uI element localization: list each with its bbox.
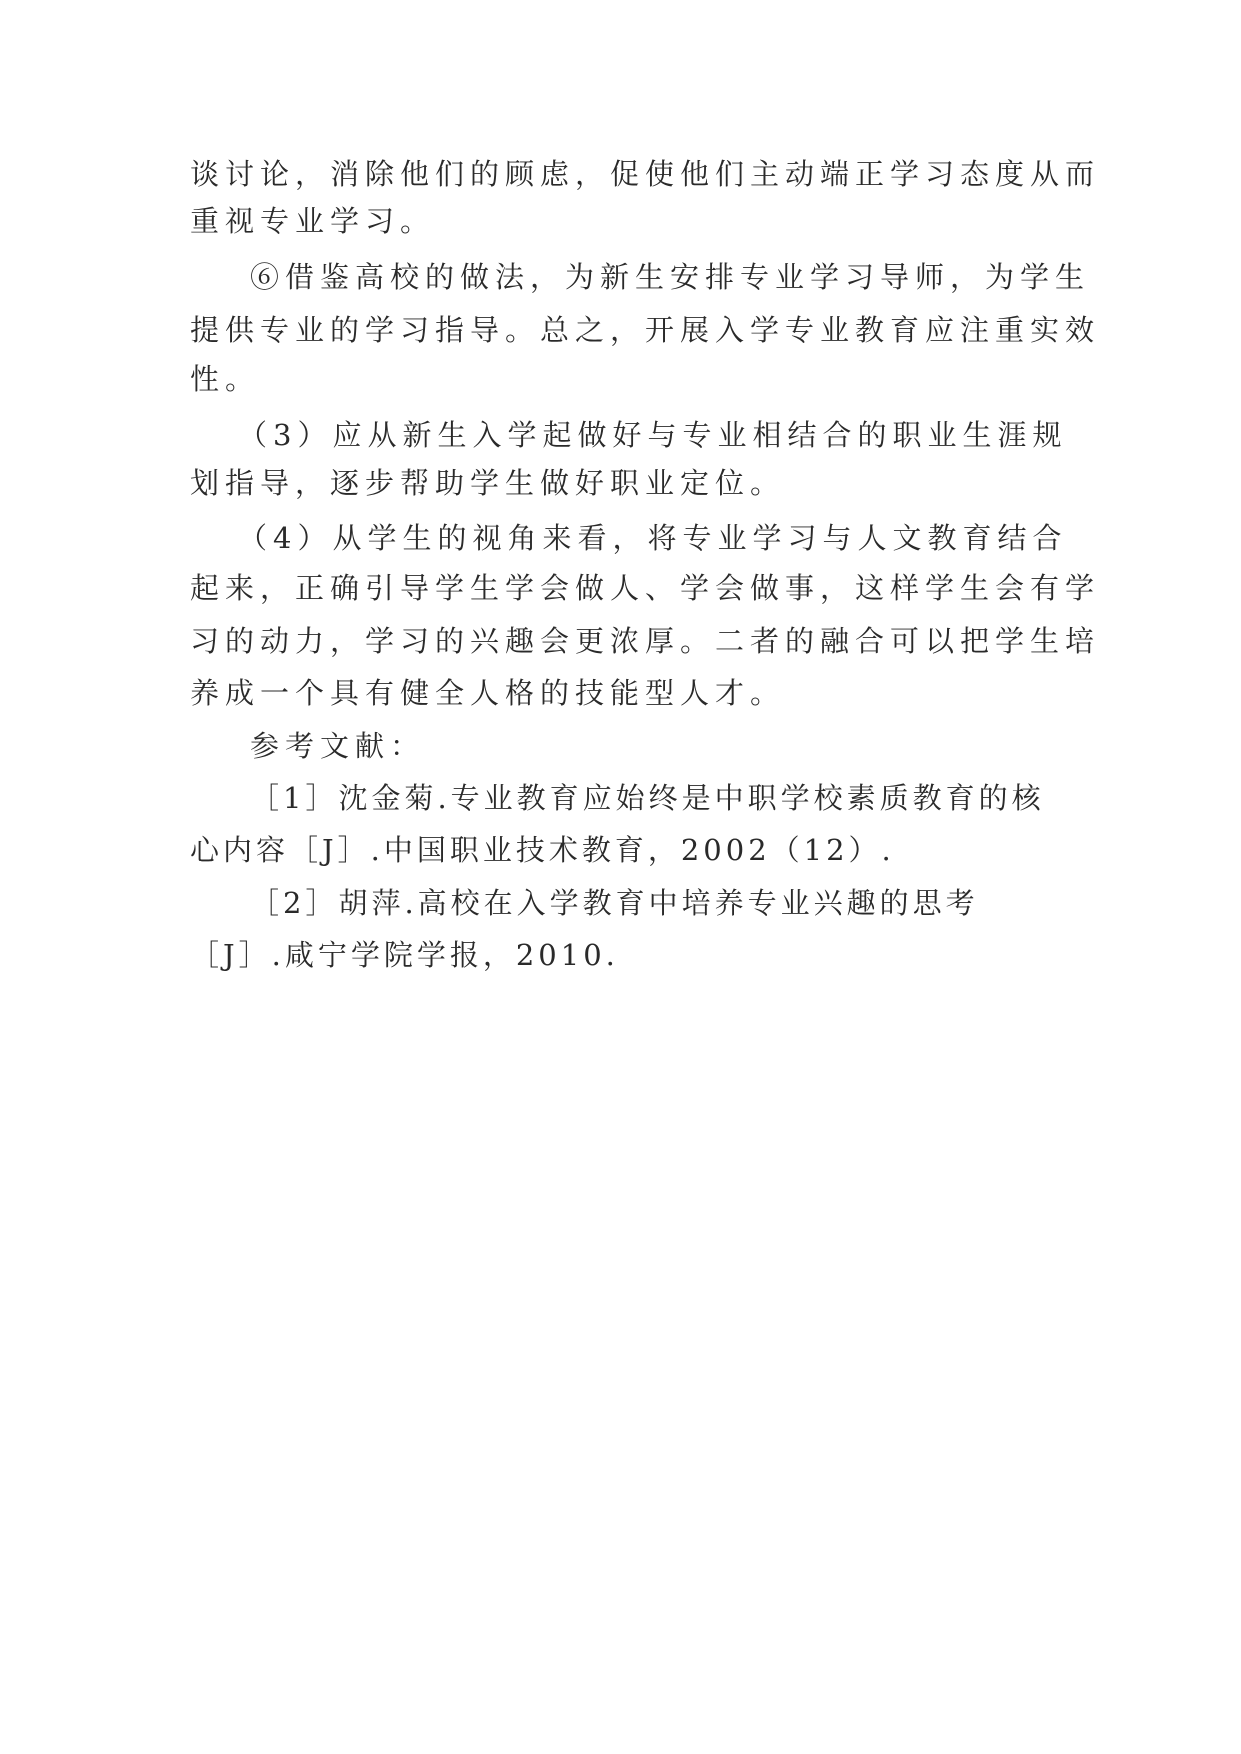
text-line: 起来，正确引导学生学会做人、学会做事，这样学生会有学: [190, 571, 1101, 605]
text-line: 谈讨论，消除他们的顾虑，促使他们主动端正学习态度从而: [190, 157, 1101, 191]
text-line: ［1］沈金菊.专业教育应始终是中职学校素质教育的核: [250, 781, 1045, 815]
text-line: 心内容［J］.中国职业技术教育，2002（12）.: [190, 833, 895, 867]
text-line: 习的动力，学习的兴趣会更浓厚。二者的融合可以把学生培: [190, 624, 1101, 658]
text-line: 划指导，逐步帮助学生做好职业定位。: [190, 466, 786, 500]
text-line: （3）应从新生入学起做好与专业相结合的职业生涯规: [238, 418, 1068, 452]
text-line: ［2］胡萍.高校在入学教育中培养专业兴趣的思考: [250, 886, 979, 920]
text-line: 重视专业学习。: [190, 204, 436, 238]
references-heading: 参考文献：: [250, 729, 426, 763]
text-line: ［J］.咸宁学院学报，2010.: [190, 938, 619, 972]
text-line: （4）从学生的视角来看，将专业学习与人文教育结合: [238, 521, 1068, 555]
text-line: 养成一个具有健全人格的技能型人才。: [190, 676, 786, 710]
text-line: 提供专业的学习指导。总之，开展入学专业教育应注重实效: [190, 313, 1101, 347]
text-line: ⑥借鉴高校的做法，为新生安排专业学习导师，为学生: [250, 260, 1091, 294]
text-line: 性。: [190, 362, 261, 396]
